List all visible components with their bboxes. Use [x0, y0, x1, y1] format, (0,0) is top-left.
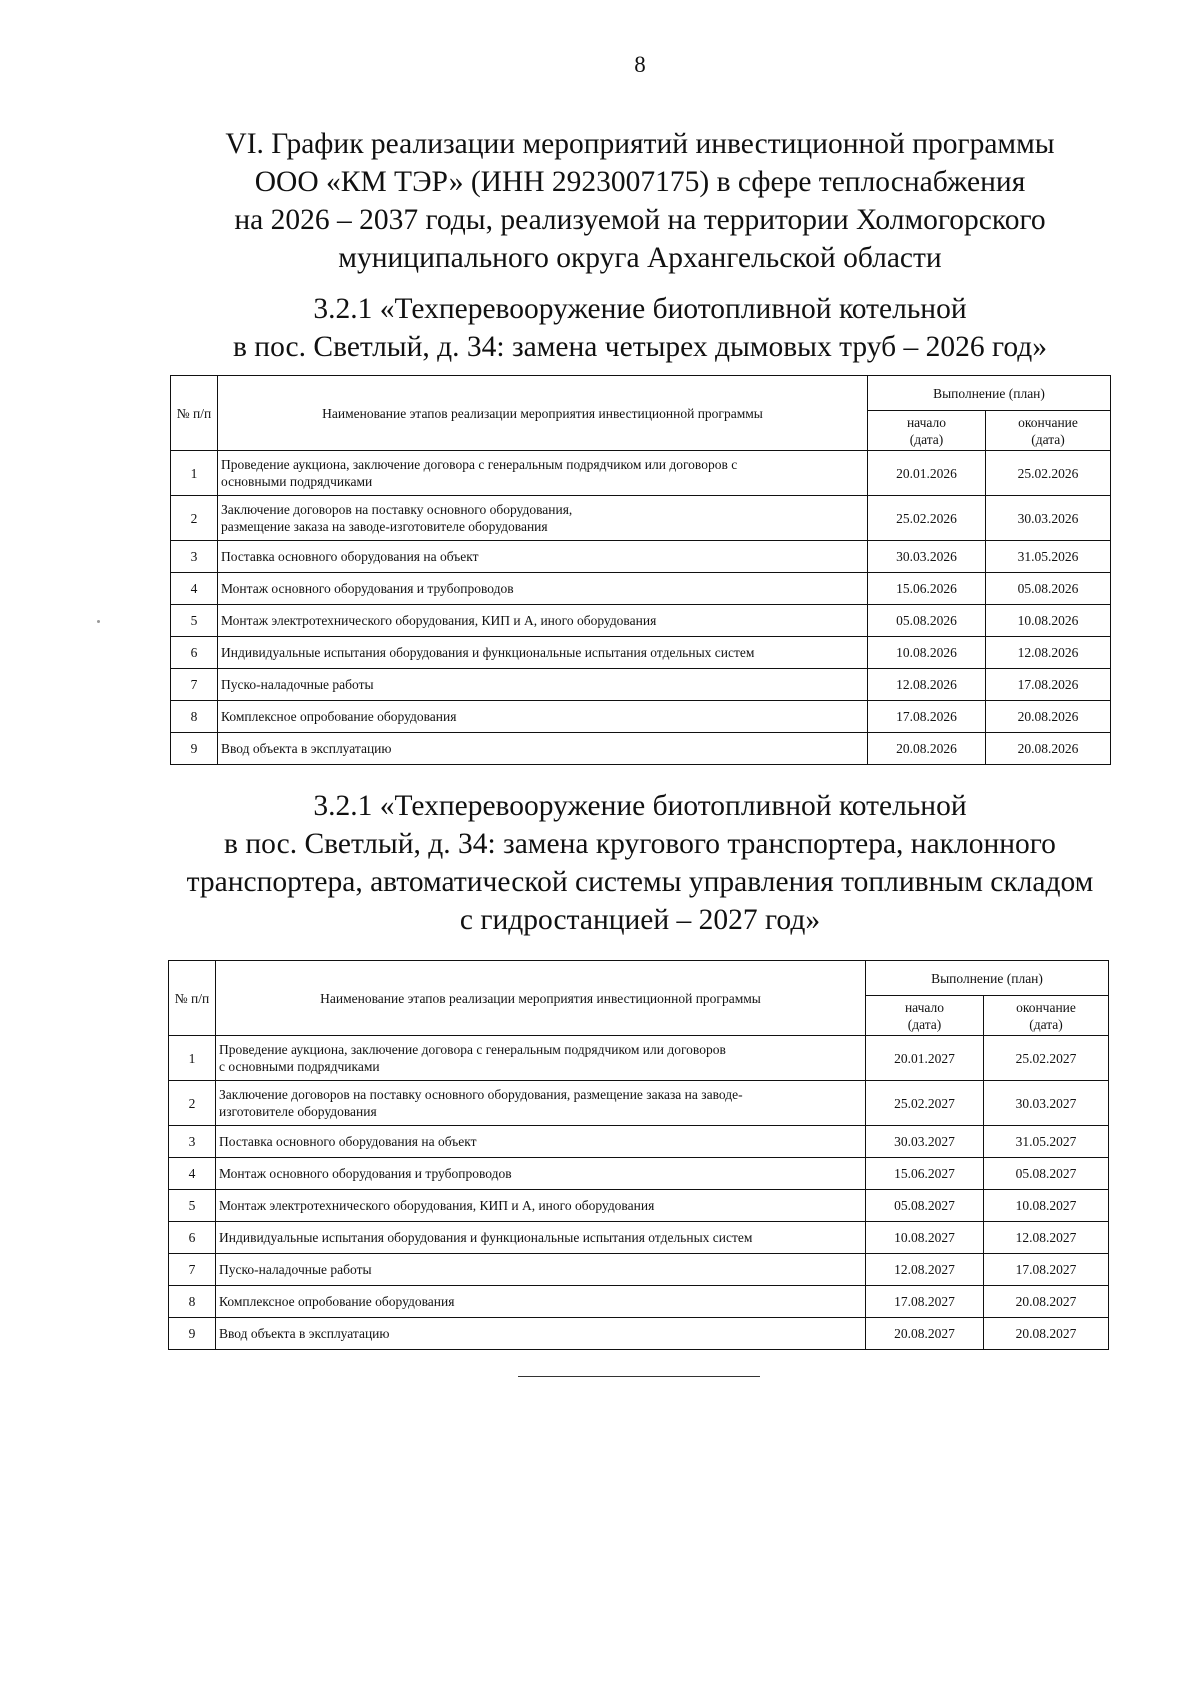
- start-date: 05.08.2027: [866, 1190, 984, 1222]
- table-row: [169, 1318, 1109, 1350]
- row-number: 2: [171, 496, 218, 541]
- cell-text-line: (дата): [907, 1016, 942, 1032]
- cell-text-line: Ввод объекта в эксплуатацию: [221, 741, 392, 756]
- start-date: 30.03.2027: [866, 1126, 984, 1158]
- section-title-line: с гидростанцией – 2027 год»: [459, 904, 821, 936]
- cell-text-line: начало: [906, 414, 947, 430]
- start-date: 25.02.2027: [866, 1081, 984, 1126]
- end-date: 05.08.2027: [984, 1158, 1109, 1190]
- main-title-line: VI. График реализации мероприятий инвестиционной программы: [225, 128, 1055, 160]
- stage-name: [218, 496, 868, 541]
- start-date: 15.06.2027: [866, 1158, 984, 1190]
- start-date: 12.08.2026: [868, 669, 986, 701]
- end-date: 10.08.2027: [984, 1190, 1109, 1222]
- start-date: 12.08.2027: [866, 1254, 984, 1286]
- header-execution-plan: Выполнение (план): [868, 376, 1111, 411]
- header-stage-name: Наименование этапов реализации мероприятия инвестиционной программы: [216, 961, 866, 1036]
- end-date: 25.02.2026: [986, 451, 1111, 496]
- row-number: 2: [169, 1081, 216, 1126]
- start-date: 15.06.2026: [868, 573, 986, 605]
- header-start-date: [868, 411, 986, 451]
- header-start-date: [866, 996, 984, 1036]
- start-date: 10.08.2027: [866, 1222, 984, 1254]
- section-2027-title: [150, 787, 1130, 939]
- row-number: 4: [169, 1158, 216, 1190]
- section-title-line: 3.2.1 «Техперевооружение биотопливной котельной: [313, 790, 967, 822]
- stage-name: [216, 1158, 866, 1190]
- row-number: 8: [169, 1286, 216, 1318]
- row-number: 1: [169, 1036, 216, 1081]
- stage-name: [216, 1286, 866, 1318]
- end-date: 20.08.2027: [984, 1286, 1109, 1318]
- cell-text-line: Проведение аукциона, заключение договора с генеральным подрядчиком или договоров: [219, 1042, 726, 1057]
- row-number: 3: [171, 541, 218, 573]
- table-row: [169, 1126, 1109, 1158]
- cell-text-line: Проведение аукциона, заключение договора с генеральным подрядчиком или договоров с: [221, 457, 738, 472]
- start-date: 10.08.2026: [868, 637, 986, 669]
- cell-text-line: Монтаж электротехнического оборудования, КИП и А, иного оборудования: [221, 613, 657, 628]
- row-number: 6: [169, 1222, 216, 1254]
- cell-text-line: Поставка основного оборудования на объект: [219, 1134, 477, 1149]
- cell-text-line: Монтаж основного оборудования и трубопроводов: [221, 581, 514, 596]
- page-number: 8: [634, 52, 646, 77]
- stage-name: [218, 541, 868, 573]
- header-number: № п/п: [169, 961, 216, 1036]
- cell-text-line: Поставка основного оборудования на объект: [221, 549, 479, 564]
- cell-text-line: Комплексное опробование оборудования: [221, 709, 457, 724]
- row-number: 9: [171, 733, 218, 765]
- stage-name: [216, 1126, 866, 1158]
- table-row: [171, 451, 1111, 496]
- stage-name: [216, 1190, 866, 1222]
- header-number: № п/п: [171, 376, 218, 451]
- cell-text-line: (дата): [1029, 1016, 1063, 1032]
- section-title-line: транспортера, автоматической системы управления топливным складом: [186, 866, 1094, 898]
- cell-text-line: окончание: [1018, 414, 1078, 430]
- table-row: [169, 1036, 1109, 1081]
- stage-name: [218, 573, 868, 605]
- end-date: 20.08.2026: [986, 733, 1111, 765]
- row-number: 1: [171, 451, 218, 496]
- end-date: 12.08.2026: [986, 637, 1111, 669]
- cell-text-line: начало: [904, 999, 945, 1015]
- row-number: 6: [171, 637, 218, 669]
- end-date: 05.08.2026: [986, 573, 1111, 605]
- main-title-line: на 2026 – 2037 годы, реализуемой на территории Холмогорского: [234, 204, 1046, 236]
- end-date: 20.08.2027: [984, 1318, 1109, 1350]
- header-stage-name: Наименование этапов реализации мероприятия инвестиционной программы: [218, 376, 868, 451]
- cell-text-line: размещение заказа на заводе-изготовителе оборудования: [221, 519, 548, 534]
- stage-name: [218, 701, 868, 733]
- start-date: 05.08.2026: [868, 605, 986, 637]
- end-date: 31.05.2027: [984, 1126, 1109, 1158]
- table-row: [171, 496, 1111, 541]
- scan-speck: [97, 620, 100, 623]
- table-row: [171, 541, 1111, 573]
- main-title: [150, 125, 1130, 277]
- table-row: [171, 637, 1111, 669]
- end-divider: [518, 1376, 760, 1377]
- table-row: [169, 1286, 1109, 1318]
- start-date: 20.08.2026: [868, 733, 986, 765]
- row-number: 7: [171, 669, 218, 701]
- header-execution-plan: Выполнение (план): [866, 961, 1109, 996]
- cell-text-line: окончание: [1016, 999, 1076, 1015]
- table-row: [171, 701, 1111, 733]
- end-date: 31.05.2026: [986, 541, 1111, 573]
- table-header-row: [169, 961, 1109, 996]
- start-date: 25.02.2026: [868, 496, 986, 541]
- stage-name: [216, 1222, 866, 1254]
- header-end-date: [986, 411, 1111, 451]
- row-number: 4: [171, 573, 218, 605]
- table-row: [171, 605, 1111, 637]
- start-date: 17.08.2026: [868, 701, 986, 733]
- main-title-line: муниципального округа Архангельской области: [338, 242, 942, 274]
- cell-text-line: Комплексное опробование оборудования: [219, 1294, 455, 1309]
- table-header-row: [171, 376, 1111, 411]
- cell-text-line: Заключение договоров на поставку основного оборудования, размещение заказа на заводе-: [219, 1087, 743, 1102]
- table-row: [169, 1158, 1109, 1190]
- section-title-line: 3.2.1 «Техперевооружение биотопливной котельной: [313, 293, 967, 325]
- end-date: 12.08.2027: [984, 1222, 1109, 1254]
- start-date: 17.08.2027: [866, 1286, 984, 1318]
- schedule-table-2027: [168, 960, 1109, 1350]
- table-row: [169, 1081, 1109, 1126]
- row-number: 7: [169, 1254, 216, 1286]
- cell-text-line: с основными подрядчиками: [219, 1059, 380, 1074]
- header-end-date: [984, 996, 1109, 1036]
- stage-name: [216, 1036, 866, 1081]
- cell-text-line: (дата): [909, 431, 944, 447]
- end-date: 17.08.2026: [986, 669, 1111, 701]
- table-row: [171, 573, 1111, 605]
- table-row: [171, 733, 1111, 765]
- row-number: 9: [169, 1318, 216, 1350]
- cell-text-line: Заключение договоров на поставку основного оборудования,: [221, 502, 573, 517]
- stage-name: [218, 451, 868, 496]
- stage-name: [218, 637, 868, 669]
- row-number: 3: [169, 1126, 216, 1158]
- table-row: [171, 669, 1111, 701]
- cell-text-line: Индивидуальные испытания оборудования и функциональные испытания отдельных систем: [221, 645, 755, 660]
- stage-name: [216, 1318, 866, 1350]
- section-title-line: в пос. Светлый, д. 34: замена кругового транспортера, наклонного: [224, 828, 1056, 860]
- start-date: 20.01.2026: [868, 451, 986, 496]
- end-date: 17.08.2027: [984, 1254, 1109, 1286]
- cell-text-line: основными подрядчиками: [221, 474, 373, 489]
- row-number: 8: [171, 701, 218, 733]
- stage-name: [216, 1254, 866, 1286]
- cell-text-line: Пуско-наладочные работы: [221, 677, 374, 692]
- start-date: 20.08.2027: [866, 1318, 984, 1350]
- table-row: [169, 1222, 1109, 1254]
- cell-text-line: Индивидуальные испытания оборудования и функциональные испытания отдельных систем: [219, 1230, 753, 1245]
- start-date: 20.01.2027: [866, 1036, 984, 1081]
- section-title-line: в пос. Светлый, д. 34: замена четырех дымовых труб – 2026 год»: [232, 331, 1047, 363]
- main-title-line: ООО «КМ ТЭР» (ИНН 2923007175) в сфере теплоснабжения: [254, 166, 1026, 198]
- cell-text-line: Монтаж основного оборудования и трубопроводов: [219, 1166, 512, 1181]
- stage-name: [218, 733, 868, 765]
- start-date: 30.03.2026: [868, 541, 986, 573]
- stage-name: [218, 669, 868, 701]
- end-date: 25.02.2027: [984, 1036, 1109, 1081]
- cell-text-line: Ввод объекта в эксплуатацию: [219, 1326, 390, 1341]
- end-date: 10.08.2026: [986, 605, 1111, 637]
- cell-text-line: изготовителе оборудования: [219, 1104, 377, 1119]
- stage-name: [216, 1081, 866, 1126]
- end-date: 20.08.2026: [986, 701, 1111, 733]
- section-2026-title: [150, 290, 1130, 366]
- end-date: 30.03.2027: [984, 1081, 1109, 1126]
- table-row: [169, 1190, 1109, 1222]
- row-number: 5: [171, 605, 218, 637]
- cell-text-line: Монтаж электротехнического оборудования, КИП и А, иного оборудования: [219, 1198, 655, 1213]
- cell-text-line: (дата): [1031, 431, 1065, 447]
- cell-text-line: Пуско-наладочные работы: [219, 1262, 372, 1277]
- table-row: [169, 1254, 1109, 1286]
- stage-name: [218, 605, 868, 637]
- row-number: 5: [169, 1190, 216, 1222]
- end-date: 30.03.2026: [986, 496, 1111, 541]
- schedule-table-2026: [170, 375, 1111, 765]
